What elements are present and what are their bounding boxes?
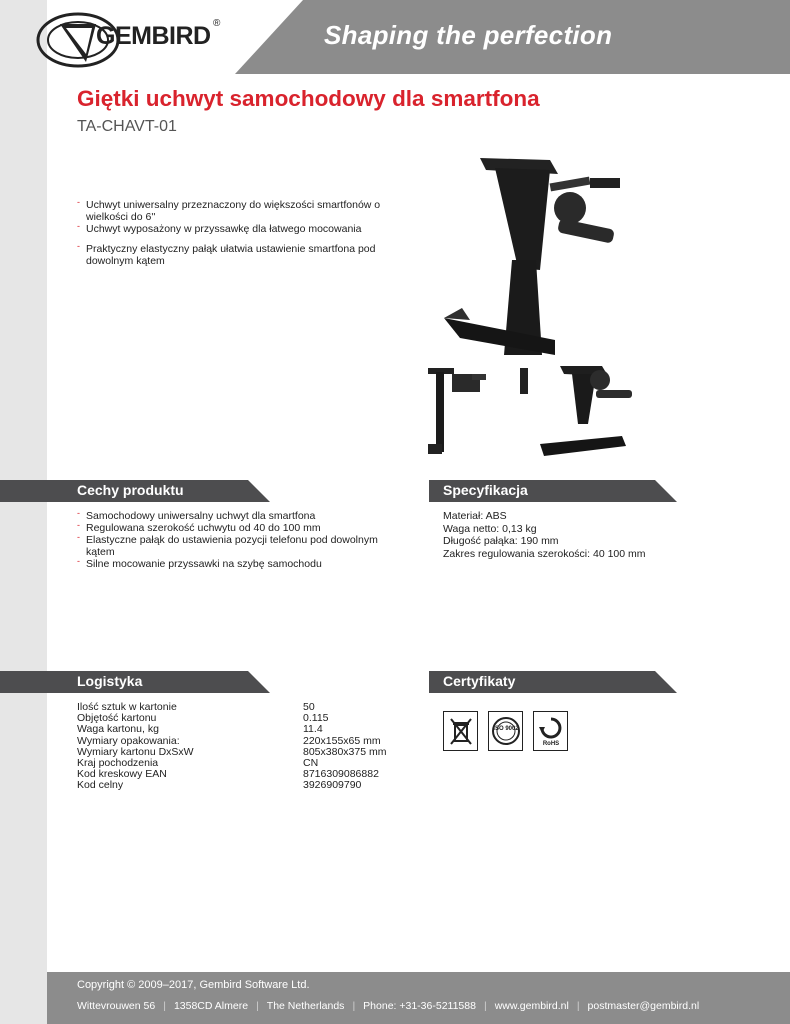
spec-item: Długość pałąka: 190 mm — [443, 535, 559, 547]
logistics-value: 805x380x375 mm — [303, 745, 387, 758]
phone: Phone: +31-36-5211588 — [363, 1000, 476, 1012]
logistics-label: Kod kreskowy EAN — [77, 768, 167, 781]
address-postcode: 1358CD Almere — [173, 1000, 249, 1012]
weee-bin-icon — [443, 711, 478, 751]
rohs-label: RoHS — [542, 741, 559, 747]
logistics-row — [77, 780, 386, 791]
address-street: Wittevrouwen 56 — [77, 1000, 156, 1012]
registered-mark: ® — [213, 18, 221, 29]
logistics-value: 8716309086882 — [303, 768, 379, 781]
logistics-heading: Logistyka — [77, 673, 143, 689]
logistics-label: Wymiary kartonu DxSxW — [77, 745, 194, 758]
spec-item: Zakres regulowania szerokości: 40 100 mm — [443, 547, 646, 560]
features-heading: Cechy produktu — [77, 482, 184, 498]
contact-line: Wittevrouwen 56 | 1358CD Almere | The Netherlands | Phone: +31-36-5211588 | www.gembird.nl | postmaster@gembird.nl — [77, 1000, 700, 1012]
certifications-row — [443, 711, 568, 751]
spec-item: Waga netto: 0,13 kg — [443, 522, 537, 535]
logistics-value: 50 — [303, 701, 315, 713]
spec-heading: Specyfikacja — [443, 482, 528, 498]
product-code: TA-CHAVT-01 — [77, 118, 177, 135]
left-side-rail — [0, 0, 47, 1024]
logistics-label: Kraj pochodzenia — [77, 757, 159, 770]
highlight-item: - Uchwyt uniwersalny przeznaczony do większości smartfonów o wielkości do 6'' — [77, 199, 399, 223]
features-list — [77, 510, 397, 570]
copyright: Copyright © 2009–2017, Gembird Software Ltd. — [77, 979, 310, 991]
brand-name: GEMBIRD — [96, 22, 211, 50]
tagline: Shaping the perfection — [324, 20, 613, 50]
website-link[interactable]: www.gembird.nl — [494, 1000, 569, 1012]
highlights-list — [77, 199, 399, 267]
logistics-label: Objętość kartonu — [77, 712, 157, 725]
certs-heading: Certyfikaty — [443, 673, 516, 689]
feature-item: - Elastyczne pałąk do ustawienia pozycji telefonu pod dowolnym kątem — [77, 534, 397, 558]
logistics-label: Kod celny — [77, 779, 124, 792]
logistics-value: 220x155x65 mm — [303, 734, 381, 747]
footer — [47, 972, 790, 1024]
product-title: Giętki uchwyt samochodowy dla smartfona — [77, 86, 540, 111]
logistics-label: Ilość sztuk w kartonie — [77, 701, 177, 713]
logistics-value: 11.4 — [303, 723, 323, 736]
feature-item: - Silne mocowanie przyssawki na szybę samochodu — [77, 558, 397, 570]
spec-list — [443, 510, 763, 560]
product-photo-angled — [530, 360, 642, 460]
logistics-row — [77, 724, 386, 735]
feature-item: - Samochodowy uniwersalny uchwyt dla smartfona — [77, 510, 397, 522]
highlight-item: - Uchwyt wyposażony w przyssawkę dla łatwego mocowania — [77, 223, 399, 235]
logistics-value: 0.115 — [303, 712, 329, 725]
product-photo-main — [400, 140, 662, 360]
highlight-item: - Praktyczny elastyczny pałąk ułatwia ustawienie smartfona pod dowolnym kątem — [77, 243, 399, 267]
spec-item: Materiał: ABS — [443, 510, 507, 522]
feature-item: - Regulowana szerokość uchwytu od 40 do 100 mm — [77, 522, 397, 534]
iso-label: ISO 9002 — [492, 726, 519, 732]
address-country: The Netherlands — [266, 1000, 345, 1012]
rohs-icon — [533, 711, 568, 751]
logistics-label: Wymiary opakowania: — [77, 734, 180, 747]
iso-9002-icon — [488, 711, 523, 751]
logistics-value: CN — [303, 757, 319, 770]
logistics-table — [77, 702, 386, 792]
email-link[interactable]: postmaster@gembird.nl — [587, 1000, 700, 1012]
logistics-label: Waga kartonu, kg — [77, 723, 159, 736]
logistics-value: 3926909790 — [303, 779, 362, 792]
product-photo-side — [422, 360, 530, 460]
